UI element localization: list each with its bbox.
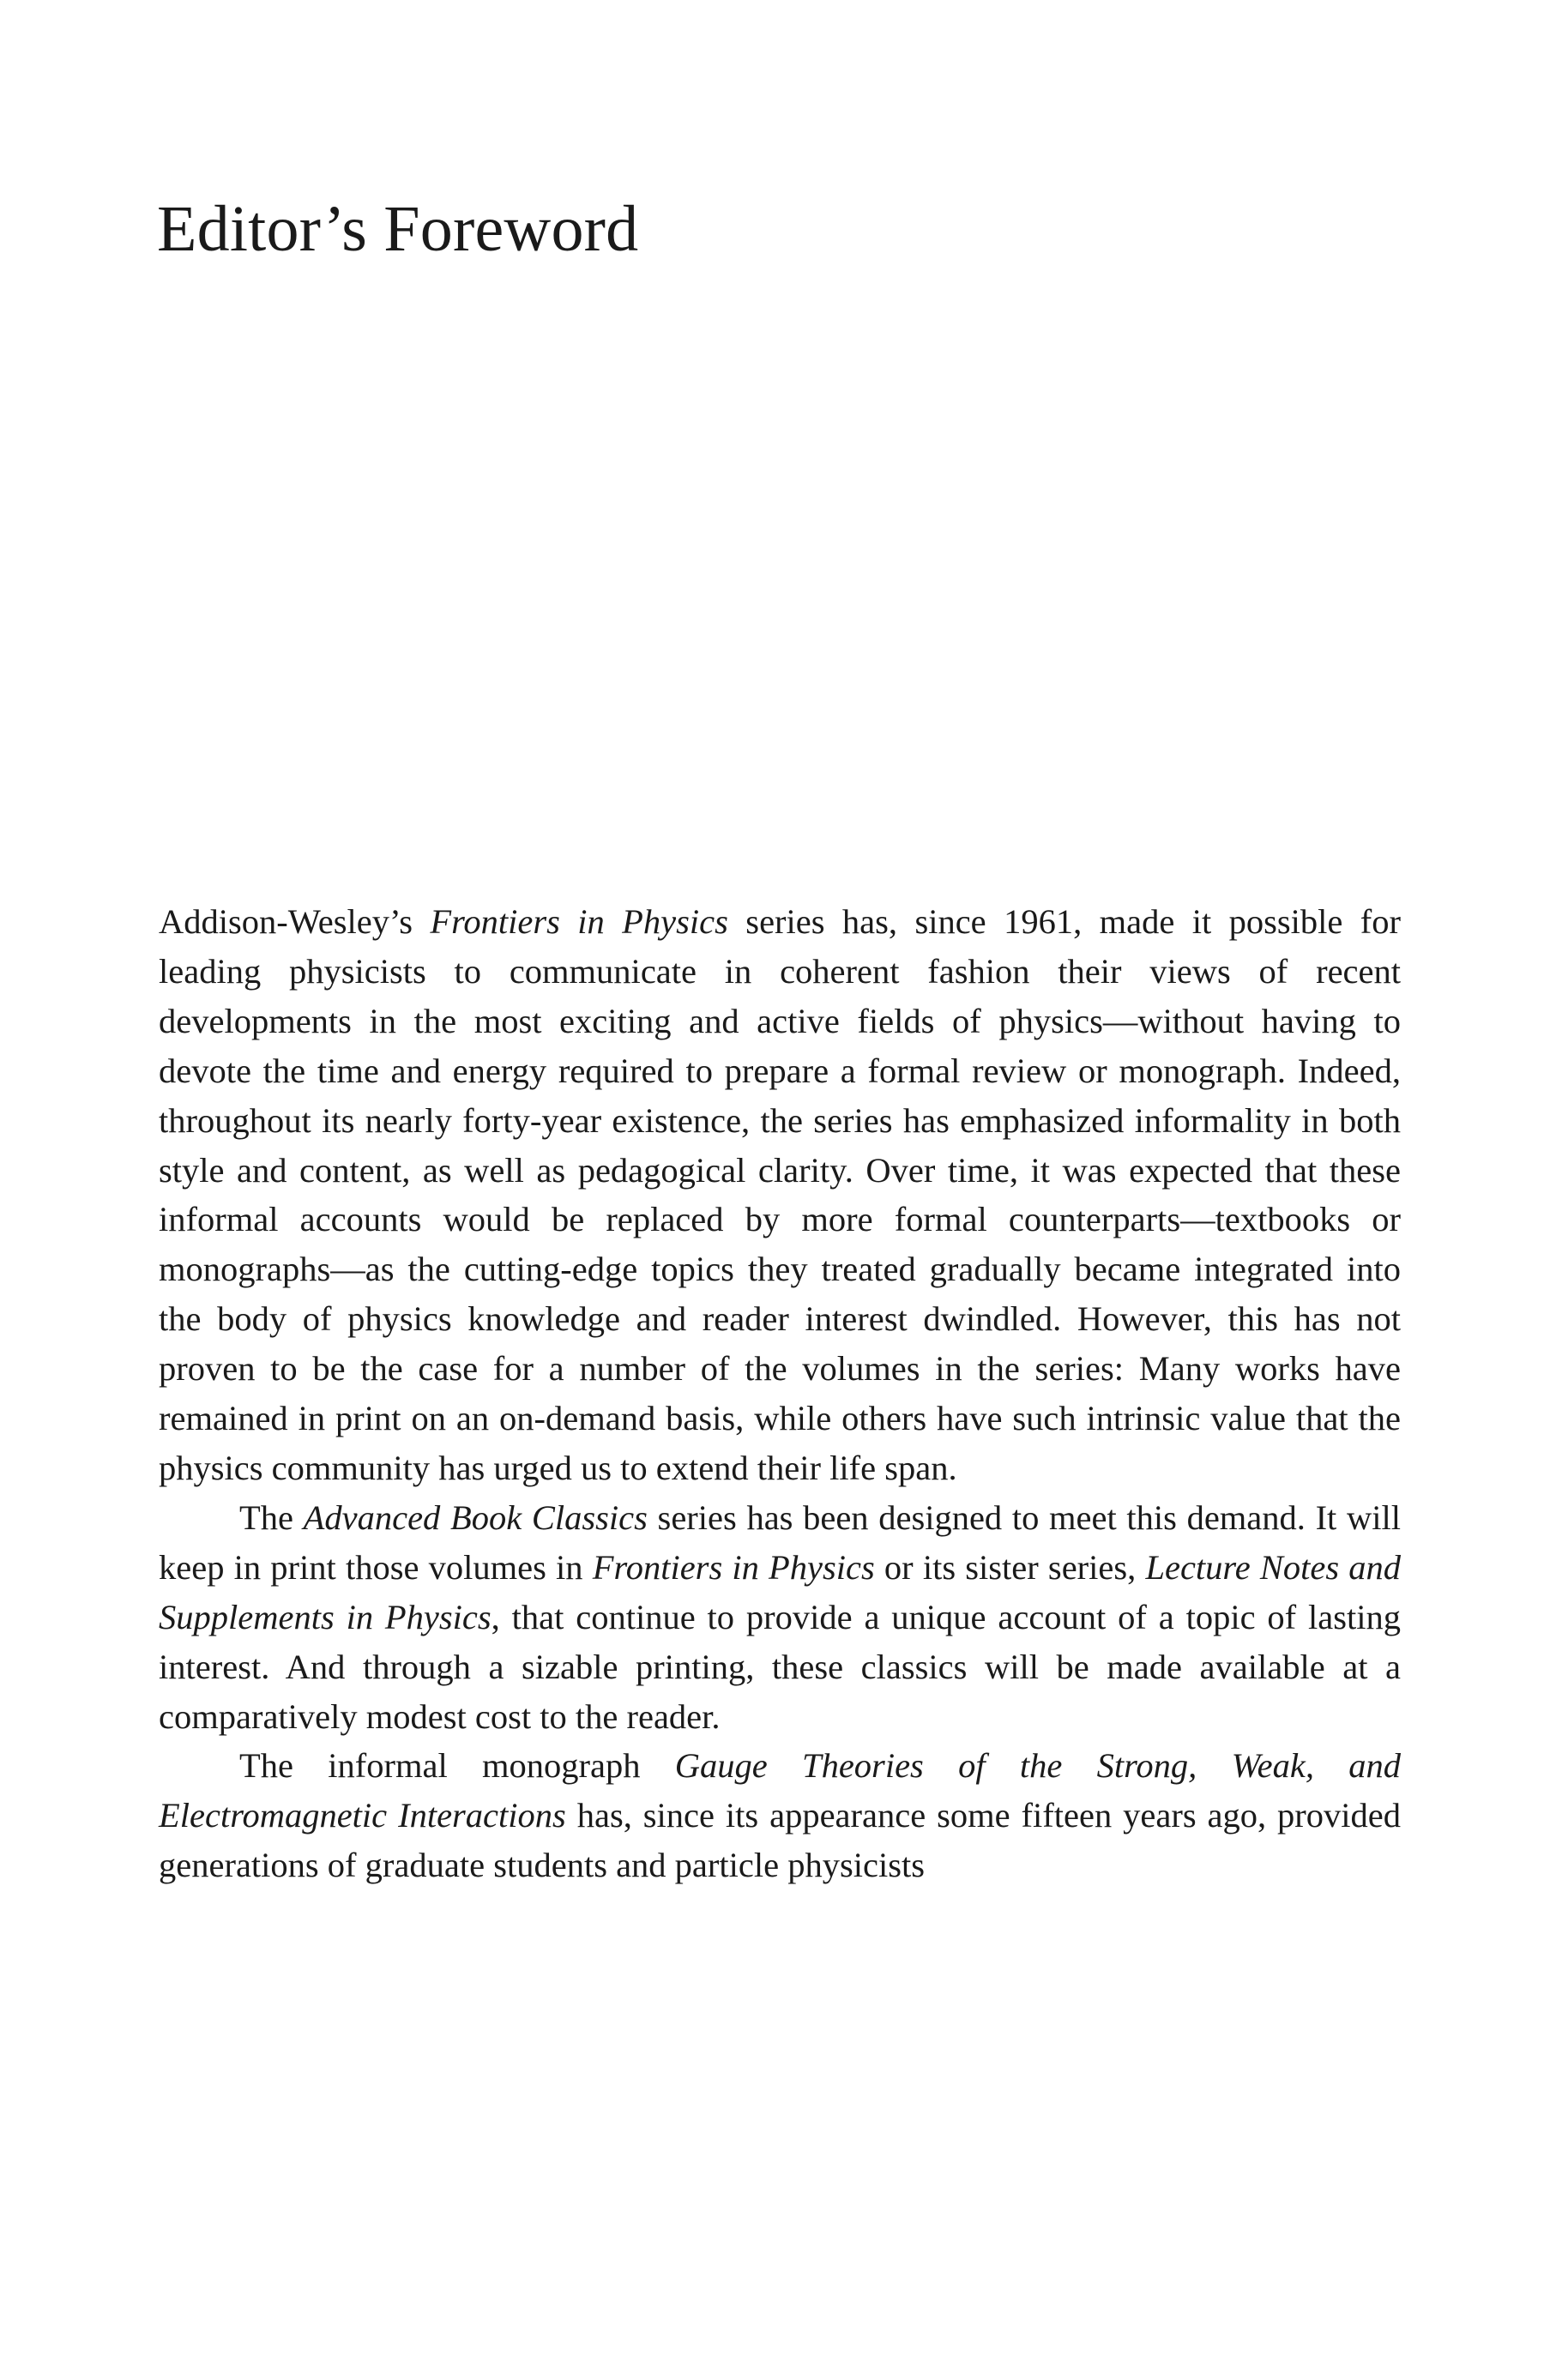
- paragraph-1: [159, 897, 1401, 1493]
- paragraph-3: [159, 1741, 1401, 1890]
- page-title: Editor’s Foreword: [157, 193, 639, 265]
- paragraph-segment: Addison-Wesley’s: [159, 902, 431, 941]
- paragraph-segment: or its sister series,: [874, 1547, 1146, 1587]
- paragraph-segment: series has, since 1961, made it possible for leading physicists to communicate in coherent fashion their views of recent developments in the most exciting and active fields of physics—without having to devote the time and energy required to prepare a formal review or monograph. Indeed, throughout its nearly forty-year existence, the series has emphasized informality in both style and content, as well as pedagogical clarity. Over time, it was expected that these informal accounts would be replaced by more formal counterparts—textbooks or monographs—as the cutting-edge topics they treated gradually became integrated into the body of physics knowledge and reader interest dwindled. However, this has not proven to be the case for a number of the volumes in the series: Many works have remained in print on an on-demand basis, while others have such intrinsic value that the physics community has urged us to extend their life span.: [159, 902, 1401, 1487]
- body-text: [159, 897, 1401, 1890]
- series-title-italic: Frontiers in Physics: [592, 1547, 875, 1587]
- paragraph-segment: has, since its appearance some fifteen years ago, provided generations of graduate students and particle physicists: [159, 1796, 1402, 1885]
- paragraph-segment: The: [239, 1497, 304, 1537]
- paragraph-segment: series has been designed to meet this demand. It will keep in print those volumes in: [159, 1497, 1401, 1587]
- series-title-italic: Advanced Book Classics: [303, 1497, 648, 1537]
- paragraph-segment: , that continue to provide a unique account of a topic of lasting interest. And through a sizable printing, these classics will be made available at a comparatively modest cost to the reader.: [159, 1597, 1402, 1736]
- paragraph-2: [159, 1493, 1401, 1742]
- paragraph-segment: The informal monograph: [239, 1746, 675, 1786]
- series-title-italic: Frontiers in Physics: [430, 902, 728, 941]
- book-title-italic: Gauge Theories of the Strong, Weak, and Electromagnetic Interactions: [159, 1746, 1401, 1835]
- series-title-italic: Lecture Notes and Supplements in Physics: [159, 1547, 1402, 1636]
